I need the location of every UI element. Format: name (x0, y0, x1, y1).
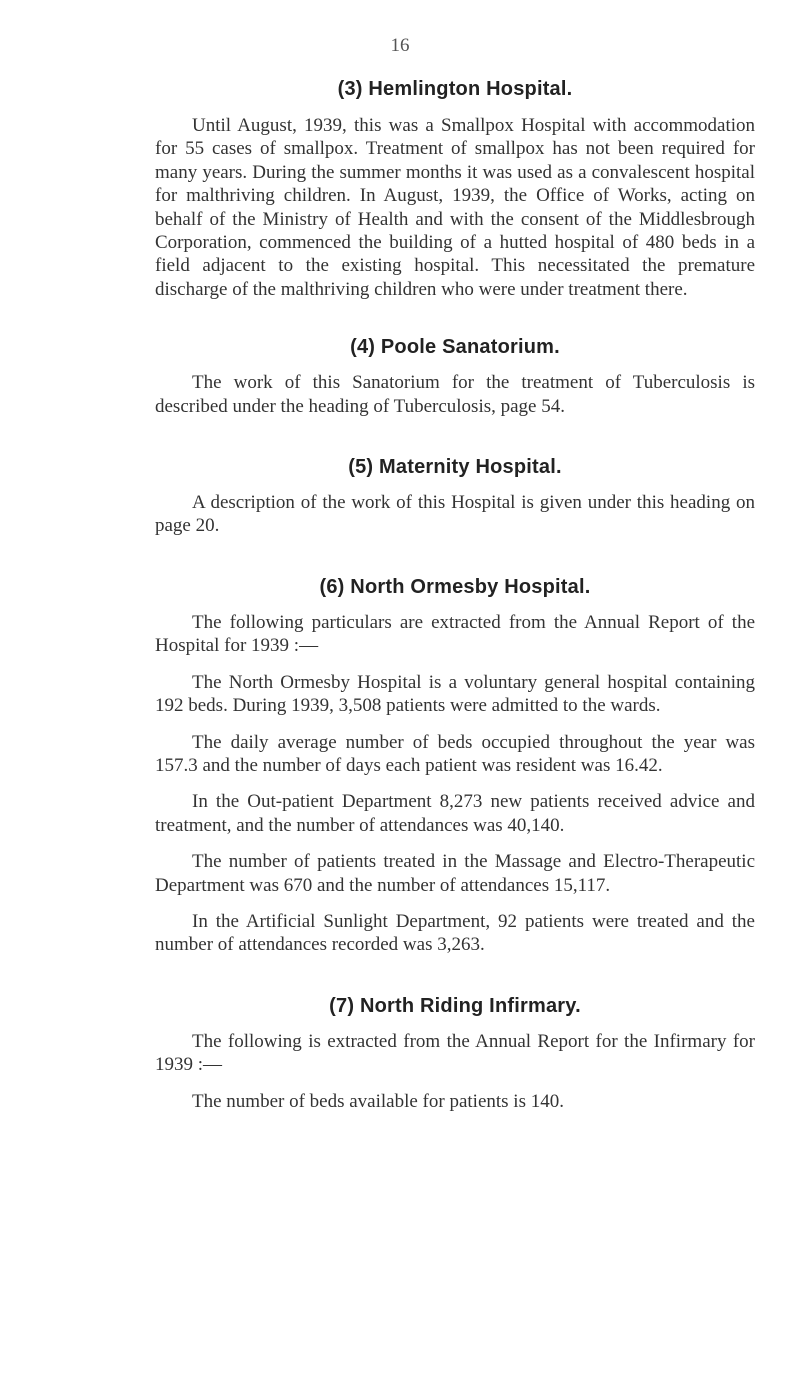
paragraph: The North Ormesby Hospital is a voluntary general hospital containing 192 beds. During 1939, 3,508 patients were admitted to the wards. (155, 671, 755, 717)
section-north-riding-infirmary (155, 995, 755, 1113)
section-maternity-hospital (155, 456, 755, 538)
section-hemlington-hospital (155, 78, 755, 301)
paragraph: The number of beds available for patients is 140. (192, 1090, 564, 1112)
section-north-ormesby-hospital (155, 576, 755, 957)
paragraph: The work of this Sanatorium for the treatment of Tuberculosis is described under the heading of Tuberculosis, page 54. (155, 372, 755, 417)
section-title: (7) North Riding Infirmary. (329, 994, 581, 1017)
section-title: (4) Poole Sanatorium. (350, 336, 560, 359)
paragraph: The number of patients treated in the Massage and Electro-Therapeutic Department was 670 and the number of attendances 15,117. (155, 851, 755, 896)
section-title: (5) Maternity Hospital. (348, 456, 562, 479)
paragraph: Until August, 1939, this was a Smallpox Hospital with accommodation for 55 cases of smallpox. Treatment of smallpox has not been required for many years. During the summer months it was used as a convalescent hospital for malthriving children. In August, 1939, the Office of Works, acting on behalf of the Ministry of Health and with the consent of the Middlesbrough Corporation, commenced the building of a hutted hospital of 480 beds in a field adjacent to the existing hospital. This necessitated the premature discharge of the malthriving children who were under treatment there. (155, 115, 755, 300)
paragraph: In the Artificial Sunlight Department, 92 patients were treated and the number of attendances recorded was 3,263. (155, 910, 755, 956)
section-poole-sanatorium (155, 336, 755, 418)
paragraph: The daily average number of beds occupied throughout the year was 157.3 and the number of days each patient was resident was 16.42. (155, 731, 755, 776)
section-title: (6) North Ormesby Hospital. (319, 575, 591, 598)
page-content (155, 78, 755, 1113)
paragraph: In the Out-patient Department 8,273 new patients received advice and treatment, and the number of attendances was 40,140. (155, 791, 755, 836)
paragraph: The following particulars are extracted from the Annual Report of the Hospital for 1939 :— (155, 611, 755, 657)
page-number: 16 (390, 35, 410, 56)
paragraph: A description of the work of this Hospital is given under this heading on page 20. (155, 492, 755, 537)
paragraph: The following is extracted from the Annual Report for the Infirmary for 1939 :— (155, 1030, 755, 1076)
section-title: (3) Hemlington Hospital. (337, 78, 573, 100)
